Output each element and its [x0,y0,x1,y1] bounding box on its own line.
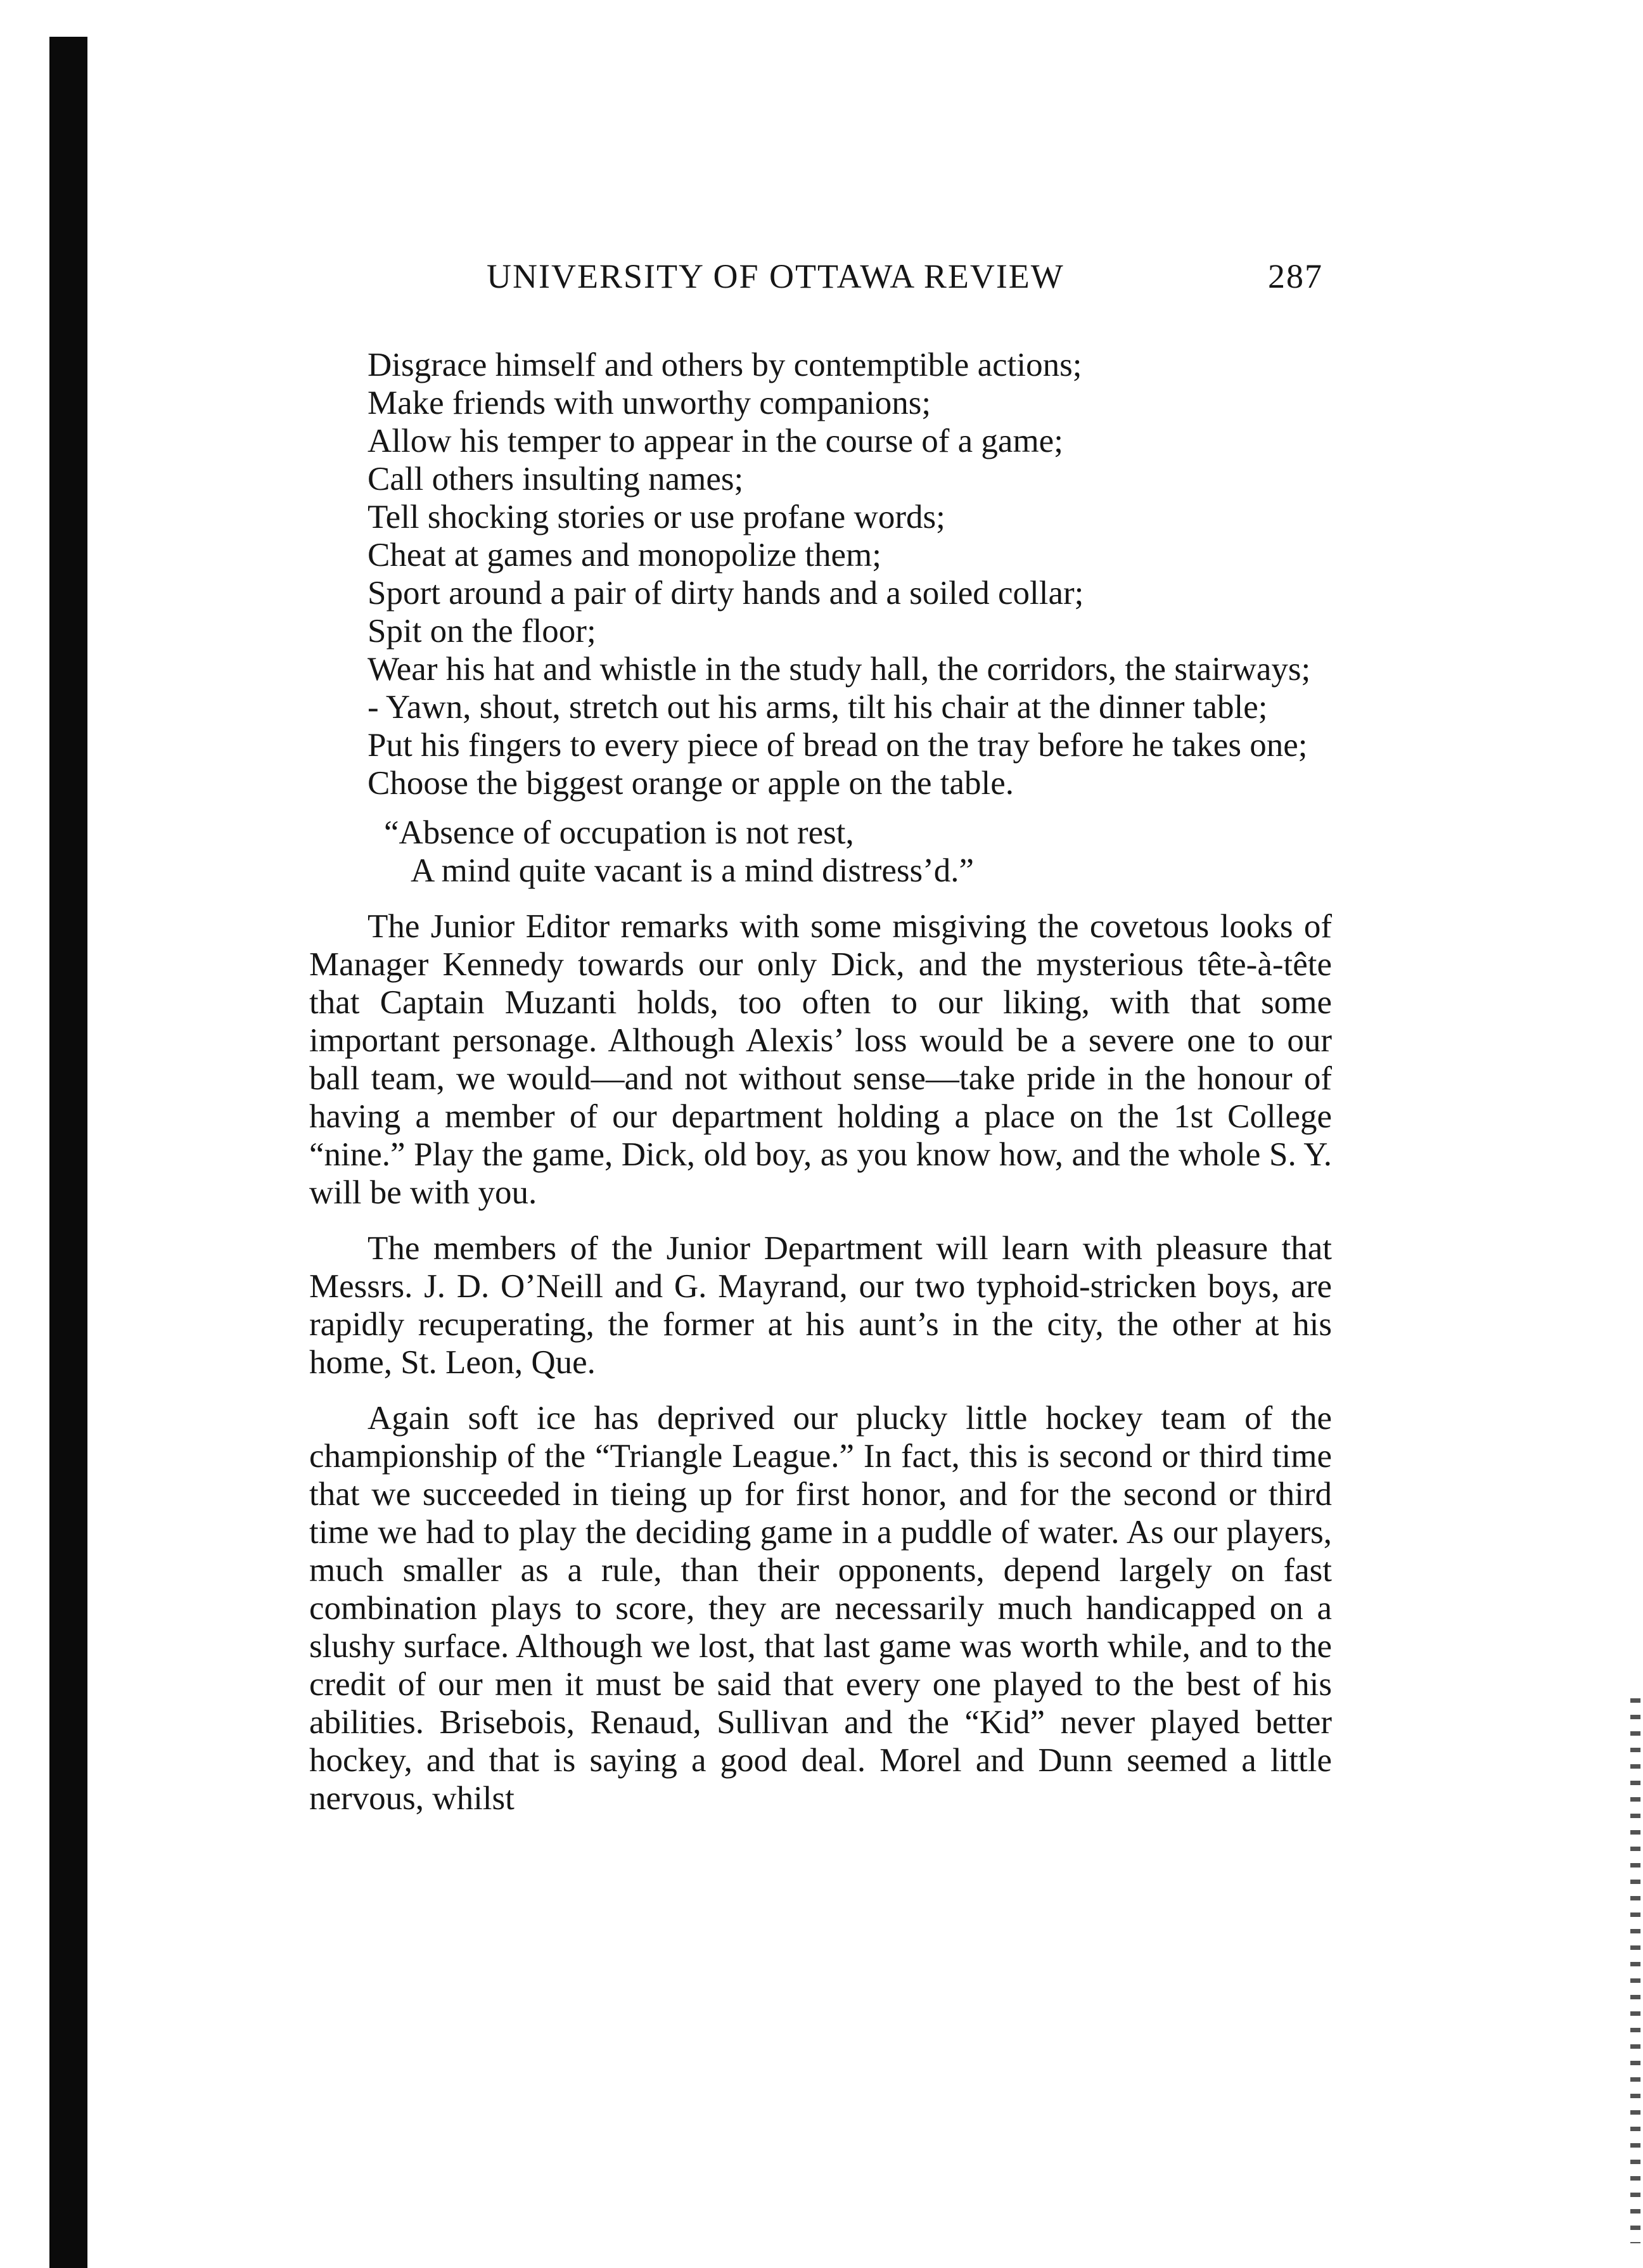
scan-edge-specks [1630,1698,1640,2243]
page-number: 287 [1268,257,1323,295]
page-header [487,257,1323,307]
list-item: - Yawn, shout, stretch out his arms, tilt his chair at the dinner table; [368,689,1268,726]
list-item: Cheat at games and monopolize them; [368,537,881,573]
scan-binding-edge [49,37,87,2268]
running-head: UNIVERSITY OF OTTAWA REVIEW [487,257,1064,295]
list-item: Sport around a pair of dirty hands and a soiled collar; [368,575,1084,612]
list-item: Allow his temper to appear in the course of a game; [368,423,1063,459]
list-item: Wear his hat and whistle in the study hall, the corridors, the stairways; [368,651,1311,688]
list-item: Make friends with unworthy companions; [368,385,931,421]
paragraph-hockey-report: Again soft ice has deprived our plucky little hockey team of the championship of the “Triangle League.” In fact, this is second or third time that we succeeded in tieing up for first honor, and for the second or third time we had to play the deciding game in a puddle of water. As our players, much smaller as a rule, than their opponents, depend largely on fast combination plays to score, they are necessarily much handicapped on a slushy surface. Although we lost, that last game was worth while, and to the credit of our men it must be said that every one played to the best of his abilities. Brisebois, Renaud, Sullivan and the “Kid” never played better hockey, and that is saying a good deal. Morel and Dunn seemed a little nervous, whilst [309,1400,1332,1817]
quoted-verse [309,814,1332,890]
verse-line: A mind quite vacant is a mind distress’d.” [411,852,975,889]
paragraph-recovery-news: The members of the Junior Department will learn with pleasure that Messrs. J. D. O’Neill and G. Mayrand, our two typhoid-stricken boys, are rapidly recuperating, the former at his aunt’s in the city, the other at his home, St. Leon, Que. [309,1230,1332,1381]
list-item: Tell shocking stories or use profane words; [368,499,945,535]
conduct-rules-list [309,346,1332,802]
list-item: Spit on the floor; [368,613,596,650]
list-item: Put his fingers to every piece of bread on the tray before he takes one; [368,727,1308,764]
list-item: Call others insulting names; [368,461,744,497]
page-body [309,346,1332,1835]
verse-line: “Absence of occupation is not rest, [384,814,854,851]
paragraph-junior-editor: The Junior Editor remarks with some misgiving the covetous looks of Manager Kennedy towards our only Dick, and the mysterious tête-à-tête that Captain Muzanti holds, too often to our liking, with that some important personage. Although Alexis’ loss would be a severe one to our ball team, we would—and not without sense—take pride in the honour of having a member of our department holding a place on the 1st College “nine.” Play the game, Dick, old boy, as you know how, and the whole S. Y. will be with you. [309,908,1332,1211]
list-item: Disgrace himself and others by contemptible actions; [368,347,1082,383]
list-item: Choose the biggest orange or apple on the table. [368,765,1014,802]
